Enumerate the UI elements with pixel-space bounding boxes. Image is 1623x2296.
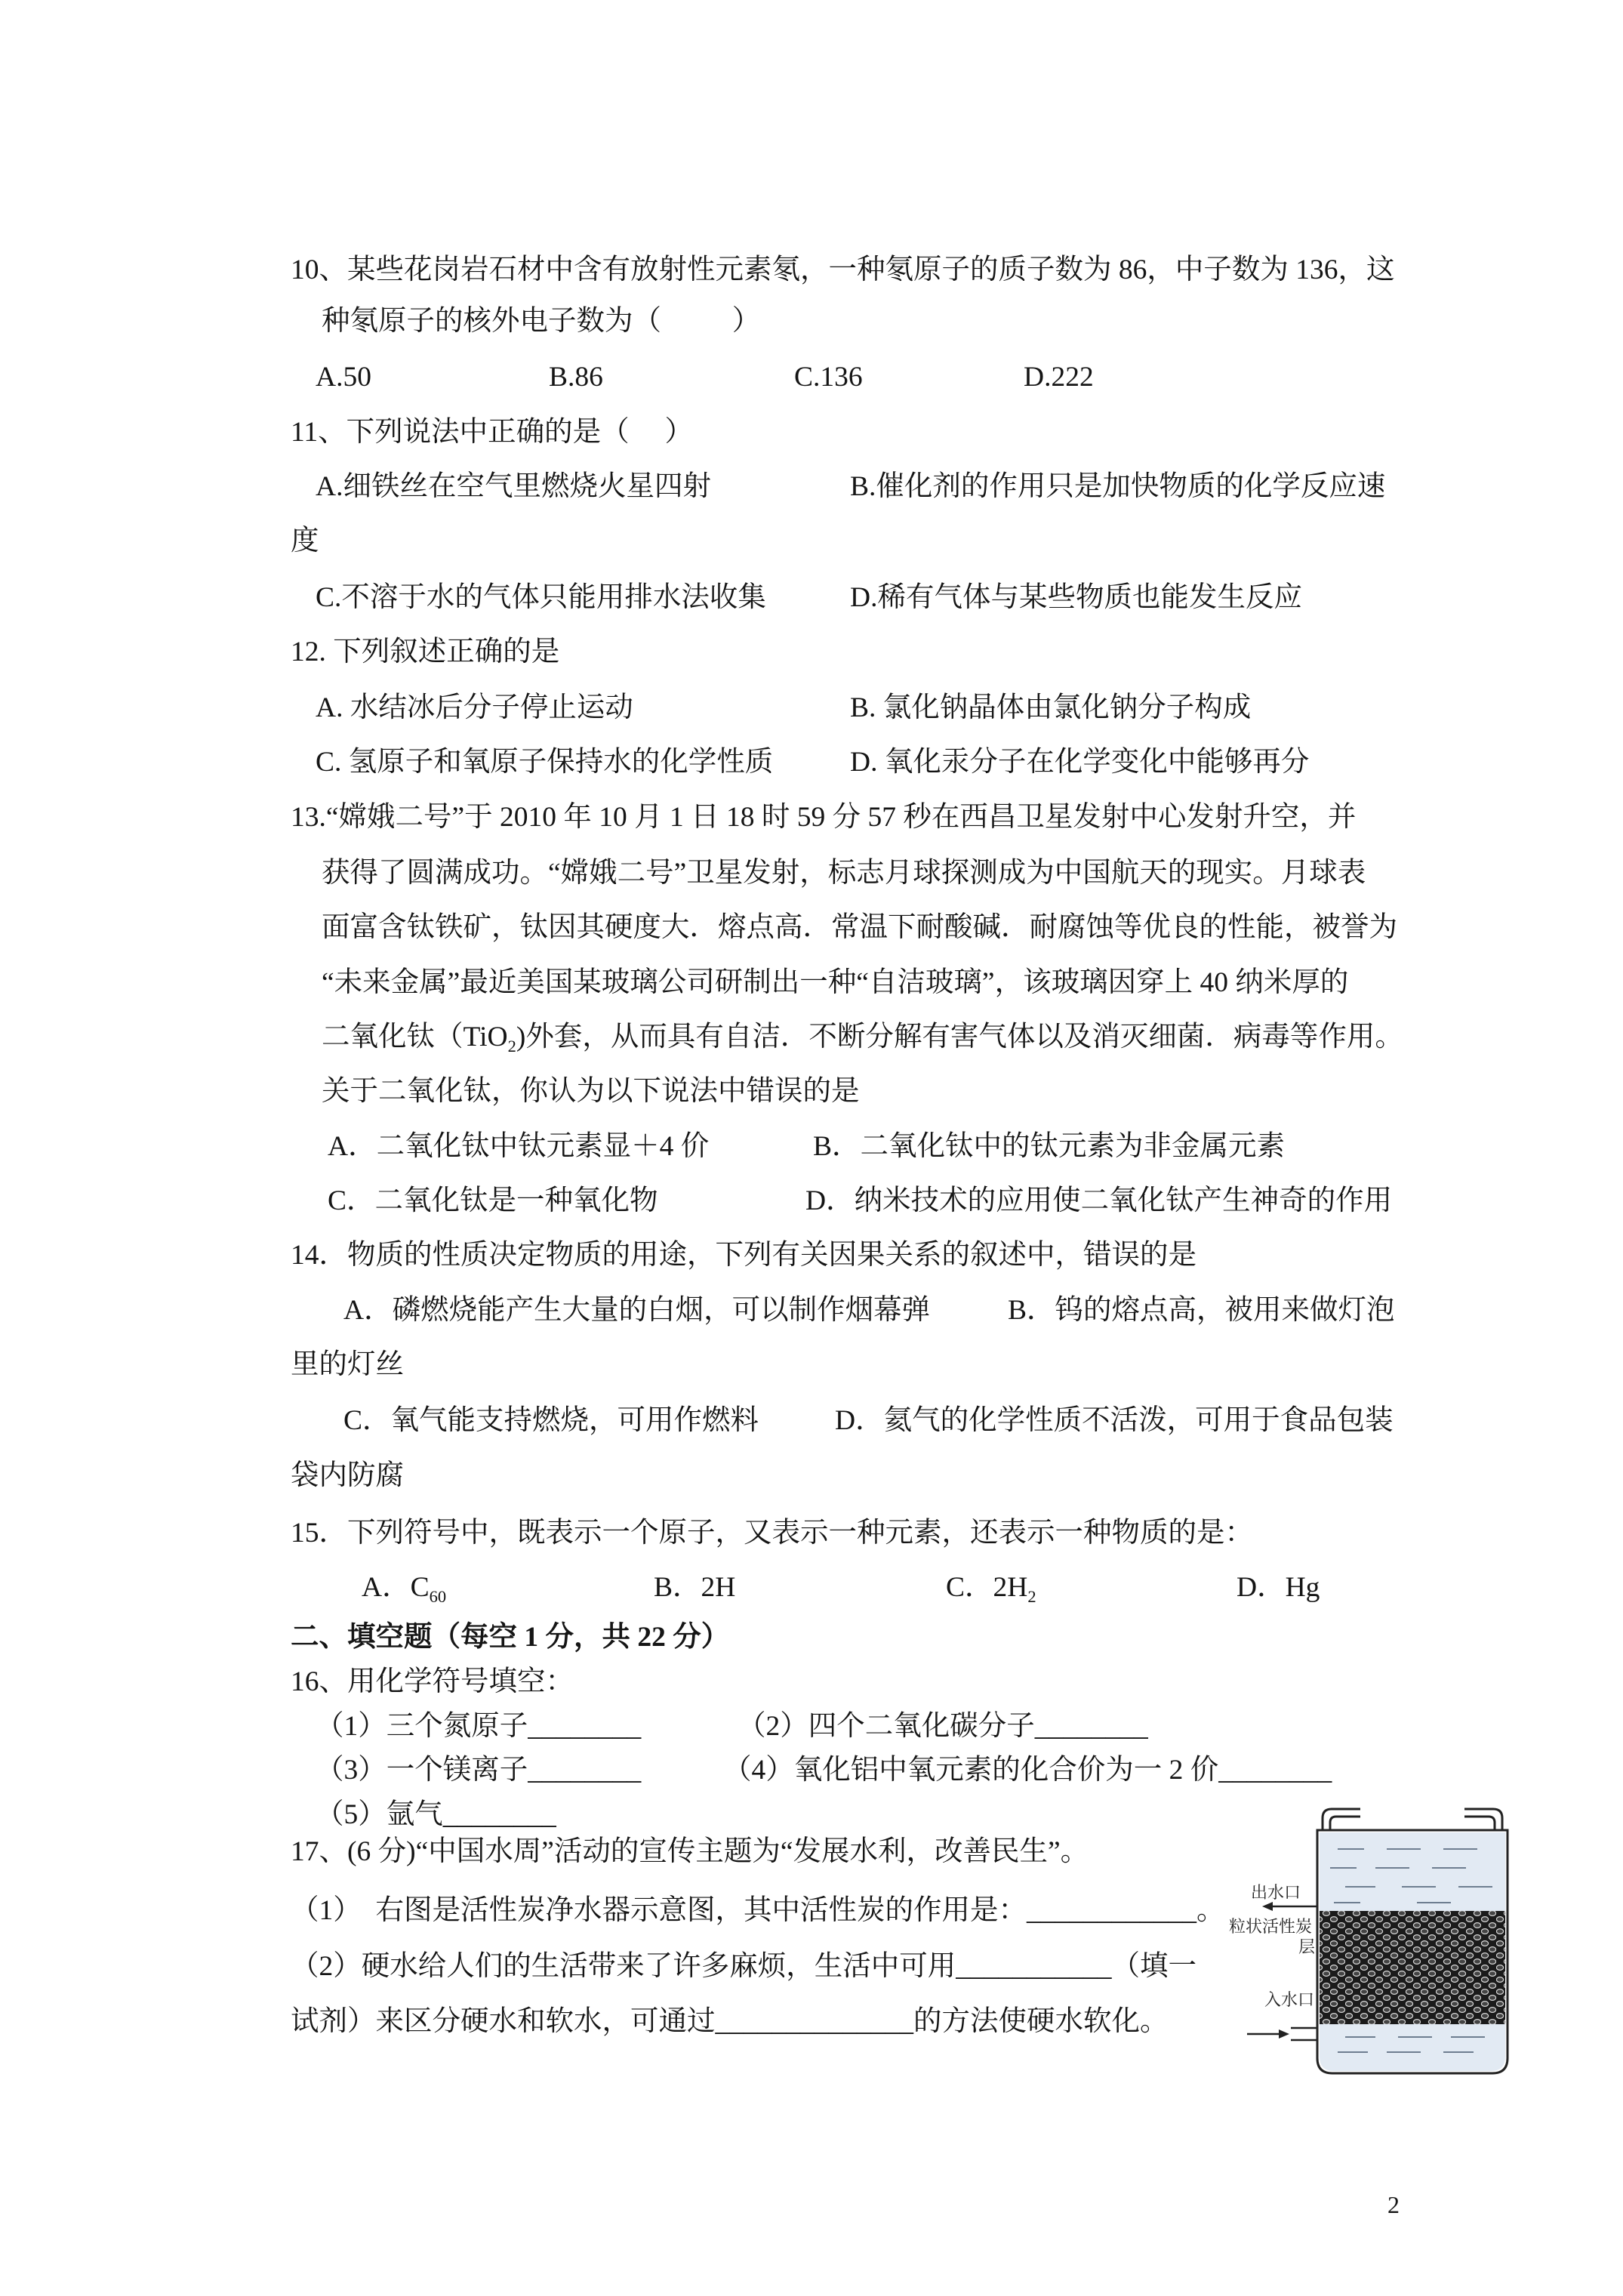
q16-stem: 16、用化学符号填空： — [291, 1666, 574, 1697]
q14-stem: 14．物质的性质决定物质的用途，下列有关因果关系的叙述中，错误的是 — [291, 1240, 1196, 1271]
h2-subscript: 2 — [1027, 1586, 1036, 1606]
q10-option-d: D.222 — [1024, 362, 1094, 393]
q11-option-a: A.细铁丝在空气里燃烧火星四射 — [316, 471, 711, 502]
q17-stem: 17、(6 分)“中国水周”活动的宣传主题为“发展水利，改善民生”。 — [291, 1836, 1089, 1867]
q11-option-b-continued: 度 — [291, 525, 319, 556]
q10-option-b: B.86 — [549, 362, 603, 393]
outlet-label: 出水口 — [1251, 1883, 1301, 1902]
activated-carbon-layer — [1320, 1911, 1505, 2024]
q15-stem: 15．下列符号中，既表示一个原子，又表示一种元素，还表示一种物质的是： — [291, 1518, 1253, 1549]
activated-carbon-water-purifier-diagram — [1224, 1808, 1526, 2087]
q10-option-a: A.50 — [316, 362, 371, 393]
q13-stem-line-1: 13.“嫦娥二号”于 2010 年 10 月 1 日 18 时 59 分 57 秒在西昌卫星发射中心发射升空，并 — [291, 802, 1357, 833]
q15-option-d: D．Hg — [1236, 1572, 1320, 1603]
section-heading-fill-in: 二、填空题（每空 1 分，共 22 分） — [291, 1622, 730, 1653]
q16-item-4: （4）氧化铝中氧元素的化合价为一 2 价________ — [723, 1755, 1332, 1786]
q15-option-a — [362, 1571, 446, 1604]
q13-stem-line-6: 关于二氧化钛，你认为以下说法中错误的是 — [322, 1076, 860, 1107]
q11-option-d: D.稀有气体与某些物质也能发生反应 — [850, 582, 1302, 613]
inlet-arrow — [1247, 2029, 1289, 2039]
q16-item-5: （5）氩气________ — [316, 1799, 556, 1830]
page-number: 2 — [1387, 2191, 1400, 2218]
q10-stem-line-1: 10、某些花岗岩石材中含有放射性元素氡，一种氡原子的质子数为 86，中子数为 136，这 — [291, 254, 1395, 285]
outlet-arrow — [1262, 1902, 1317, 1911]
q15-option-b: B．2H — [654, 1572, 736, 1603]
q17-part-2-line-2: 试剂）来区分硬水和软水，可通过______________的方法使硬水软化。 — [291, 2006, 1169, 2037]
q13-option-d: D．纳米技术的应用使二氧化钛产生神奇的作用 — [805, 1185, 1393, 1216]
q12-option-d: D. 氧化汞分子在化学变化中能够再分 — [850, 747, 1310, 778]
q17-part-1: （1） 右图是活性炭净水器示意图，其中活性炭的作用是：____________。 — [291, 1895, 1225, 1926]
tio2-subscript: 2 — [507, 1036, 516, 1056]
q11-option-b: B.催化剂的作用只是加快物质的化学反应速 — [850, 471, 1386, 502]
q16-item-1: （1）三个氮原子________ — [316, 1711, 642, 1742]
q15-option-a-text: A．C — [362, 1572, 430, 1603]
q12-stem: 12. 下列叙述正确的是 — [291, 636, 560, 667]
q14-option-d: D．氦气的化学性质不活泼，可用于食品包装 — [835, 1405, 1394, 1436]
q15-option-c-text: C．2H — [946, 1572, 1028, 1603]
q13-stem-line-2: 获得了圆满成功。“嫦娥二号”卫星发射，标志月球探测成为中国航天的现实。月球表 — [322, 858, 1366, 889]
q13-line-5-text-before-formula: 二氧化钛（TiO — [322, 1022, 508, 1052]
q15-option-c — [946, 1571, 1036, 1604]
upper-water-layer — [1320, 1832, 1505, 1911]
q13-option-a: A．二氧化钛中钛元素显＋4 价 — [328, 1131, 710, 1162]
q12-option-c: C. 氢原子和氧原子保持水的化学性质 — [316, 747, 774, 778]
q14-option-b: B．钨的熔点高，被用来做灯泡 — [1008, 1295, 1395, 1326]
q11-option-c: C.不溶于水的气体只能用排水法收集 — [316, 582, 766, 613]
q16-item-3: （3）一个镁离子________ — [316, 1755, 642, 1786]
q13-option-b: B．二氧化钛中的钛元素为非金属元素 — [813, 1131, 1286, 1162]
q17-part-2-line-1: （2）硬水给人们的生活带来了许多麻烦，生活中可用___________（填一 — [291, 1951, 1196, 1982]
lower-water-layer — [1320, 2024, 1505, 2071]
c60-subscript: 60 — [429, 1586, 447, 1606]
carbon-layer-label-line-1: 粒状活性炭 — [1229, 1917, 1313, 1936]
q14-option-c: C．氧气能支持燃烧，可用作燃料 — [343, 1405, 759, 1436]
q14-option-b-continued: 里的灯丝 — [291, 1349, 404, 1380]
q10-stem-line-2: 种氡原子的核外电子数为（ ） — [322, 306, 761, 337]
inlet-label: 入水口 — [1264, 1990, 1315, 2009]
q14-option-a: A．磷燃烧能产生大量的白烟，可以制作烟幕弹 — [343, 1295, 931, 1326]
q16-item-2: （2）四个二氧化碳分子________ — [738, 1711, 1148, 1742]
q13-stem-line-5 — [322, 1021, 1403, 1054]
q13-line-5-text-after-formula: )外套，从而具有自洁．不断分解有害气体以及消灭细菌．病毒等作用。 — [516, 1022, 1403, 1052]
q13-stem-line-4: “未来金属”最近美国某玻璃公司研制出一种“自洁玻璃”，该玻璃因穿上 40 纳米厚的 — [322, 967, 1349, 998]
q11-stem: 11、下列说法中正确的是（ ） — [291, 417, 693, 448]
q10-option-c: C.136 — [794, 362, 863, 393]
q12-option-a: A. 水结冰后分子停止运动 — [316, 692, 633, 723]
q14-option-d-continued: 袋内防腐 — [291, 1460, 404, 1491]
carbon-layer-label-line-2: 层 — [1298, 1937, 1316, 1956]
q13-stem-line-3: 面富含钛铁矿，钛因其硬度大．熔点高．常温下耐酸碱．耐腐蚀等优良的性能，被誉为 — [322, 912, 1397, 943]
q12-option-b: B. 氯化钠晶体由氯化钠分子构成 — [850, 692, 1252, 723]
inlet-pipe — [1291, 2028, 1317, 2040]
q13-option-c: C．二氧化钛是一种氧化物 — [328, 1185, 658, 1216]
top-pipes — [1323, 1809, 1502, 1830]
